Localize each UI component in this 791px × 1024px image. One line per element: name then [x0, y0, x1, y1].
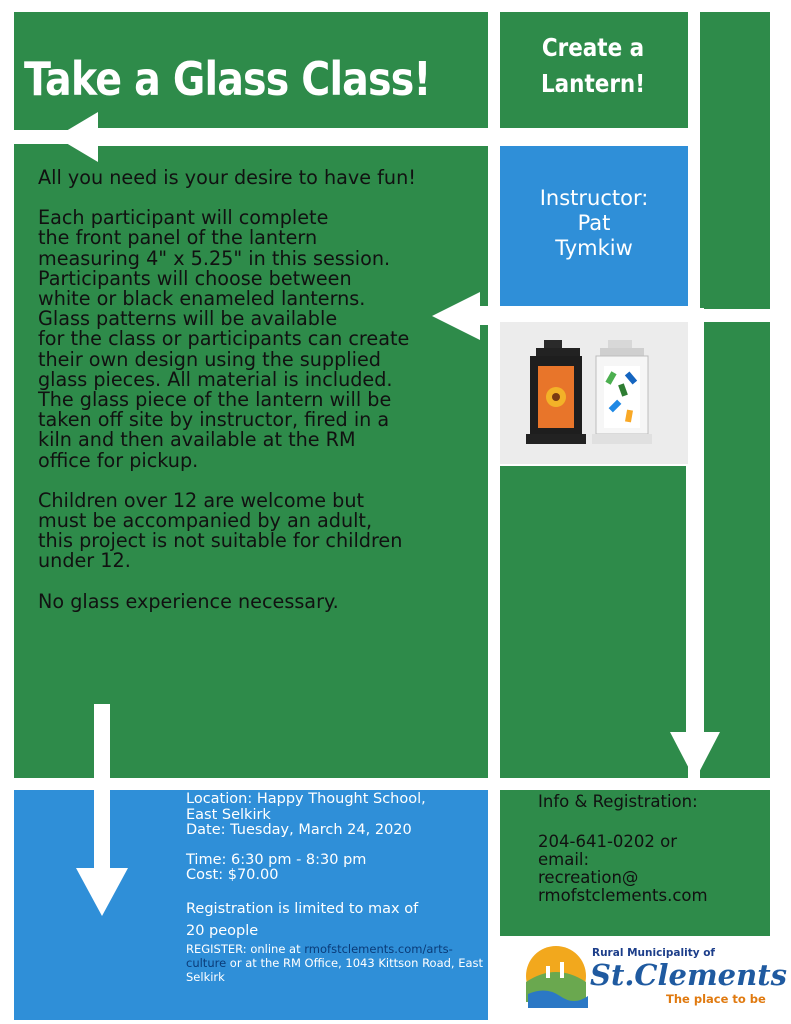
register-prefix: REGISTER: online at — [186, 941, 301, 956]
info-heading: Info & Registration: — [538, 792, 698, 811]
white-lantern-icon — [592, 340, 652, 444]
description-intro: All you need is your desire to have fun! — [38, 166, 416, 189]
logo-tagline: The place to be — [666, 992, 766, 1006]
description — [38, 168, 478, 612]
instructor-first-name: Pat — [577, 211, 611, 235]
info-registration — [538, 793, 758, 905]
subtitle-line: Lantern! — [540, 69, 646, 98]
description-age-policy: Children over 12 are welcome but must be accompanied by an adult, this project is not suitable for children under 12. — [38, 488, 403, 573]
register-link[interactable]: rmofstclements.com/arts- — [304, 941, 453, 956]
event-location: Location: Happy Thought School, — [186, 791, 426, 807]
logo-municipality: Rural Municipality of — [592, 947, 716, 959]
registration-limit: Registration is limited to max of — [186, 900, 419, 917]
logo-name: St.Clements — [590, 958, 787, 992]
event-cost: Cost: $70.00 — [186, 867, 279, 883]
register-instructions — [186, 942, 486, 984]
register-suffix: or at the RM Office, 1043 Kittson Road, East — [226, 955, 484, 970]
page-title: Take a Glass Class! — [24, 52, 431, 106]
event-location-town: East Selkirk — [186, 806, 271, 823]
lantern-photo — [500, 322, 688, 464]
event-details — [186, 792, 486, 984]
arrow-left-top — [56, 112, 700, 162]
instructor-info — [500, 186, 688, 261]
register-link-cont[interactable]: culture — [186, 955, 227, 970]
rm-logo — [502, 940, 787, 1020]
subtitle — [515, 30, 672, 102]
instructor-last-name: Tymkiw — [555, 236, 633, 260]
instructor-label: Instructor: — [539, 186, 649, 210]
description-experience: No glass experience necessary. — [38, 589, 339, 613]
info-email-label: email: — [538, 850, 590, 869]
register-tail: Selkirk — [186, 969, 225, 984]
subtitle-line: Create a — [541, 33, 645, 62]
lanterns-image — [500, 322, 688, 464]
info-email-line1: recreation@ — [538, 868, 639, 887]
event-date: Date: Tuesday, March 24, 2020 — [186, 822, 412, 838]
arrow-down-left — [76, 704, 128, 916]
black-lantern-icon — [526, 340, 586, 444]
registration-limit-count: 20 people — [186, 922, 259, 939]
description-details: Each participant will complete the front panel of the lantern measuring 4" x 5.25" in this session. Participants will choose between white or black enameled lanterns. Glass patterns will be available for the class or participants can create their own design using the supplied glass pieces. All material is included. The glass piece of the lantern will be taken off site by instructor, fired in a kiln and then available at the RM office for pickup. — [38, 206, 410, 472]
event-time: Time: 6:30 pm - 8:30 pm — [186, 851, 367, 868]
info-phone: 204-641-0202 or — [538, 832, 678, 851]
info-email-line2: rmofstclements.com — [538, 886, 708, 905]
sun-landscape-icon — [516, 942, 596, 1022]
